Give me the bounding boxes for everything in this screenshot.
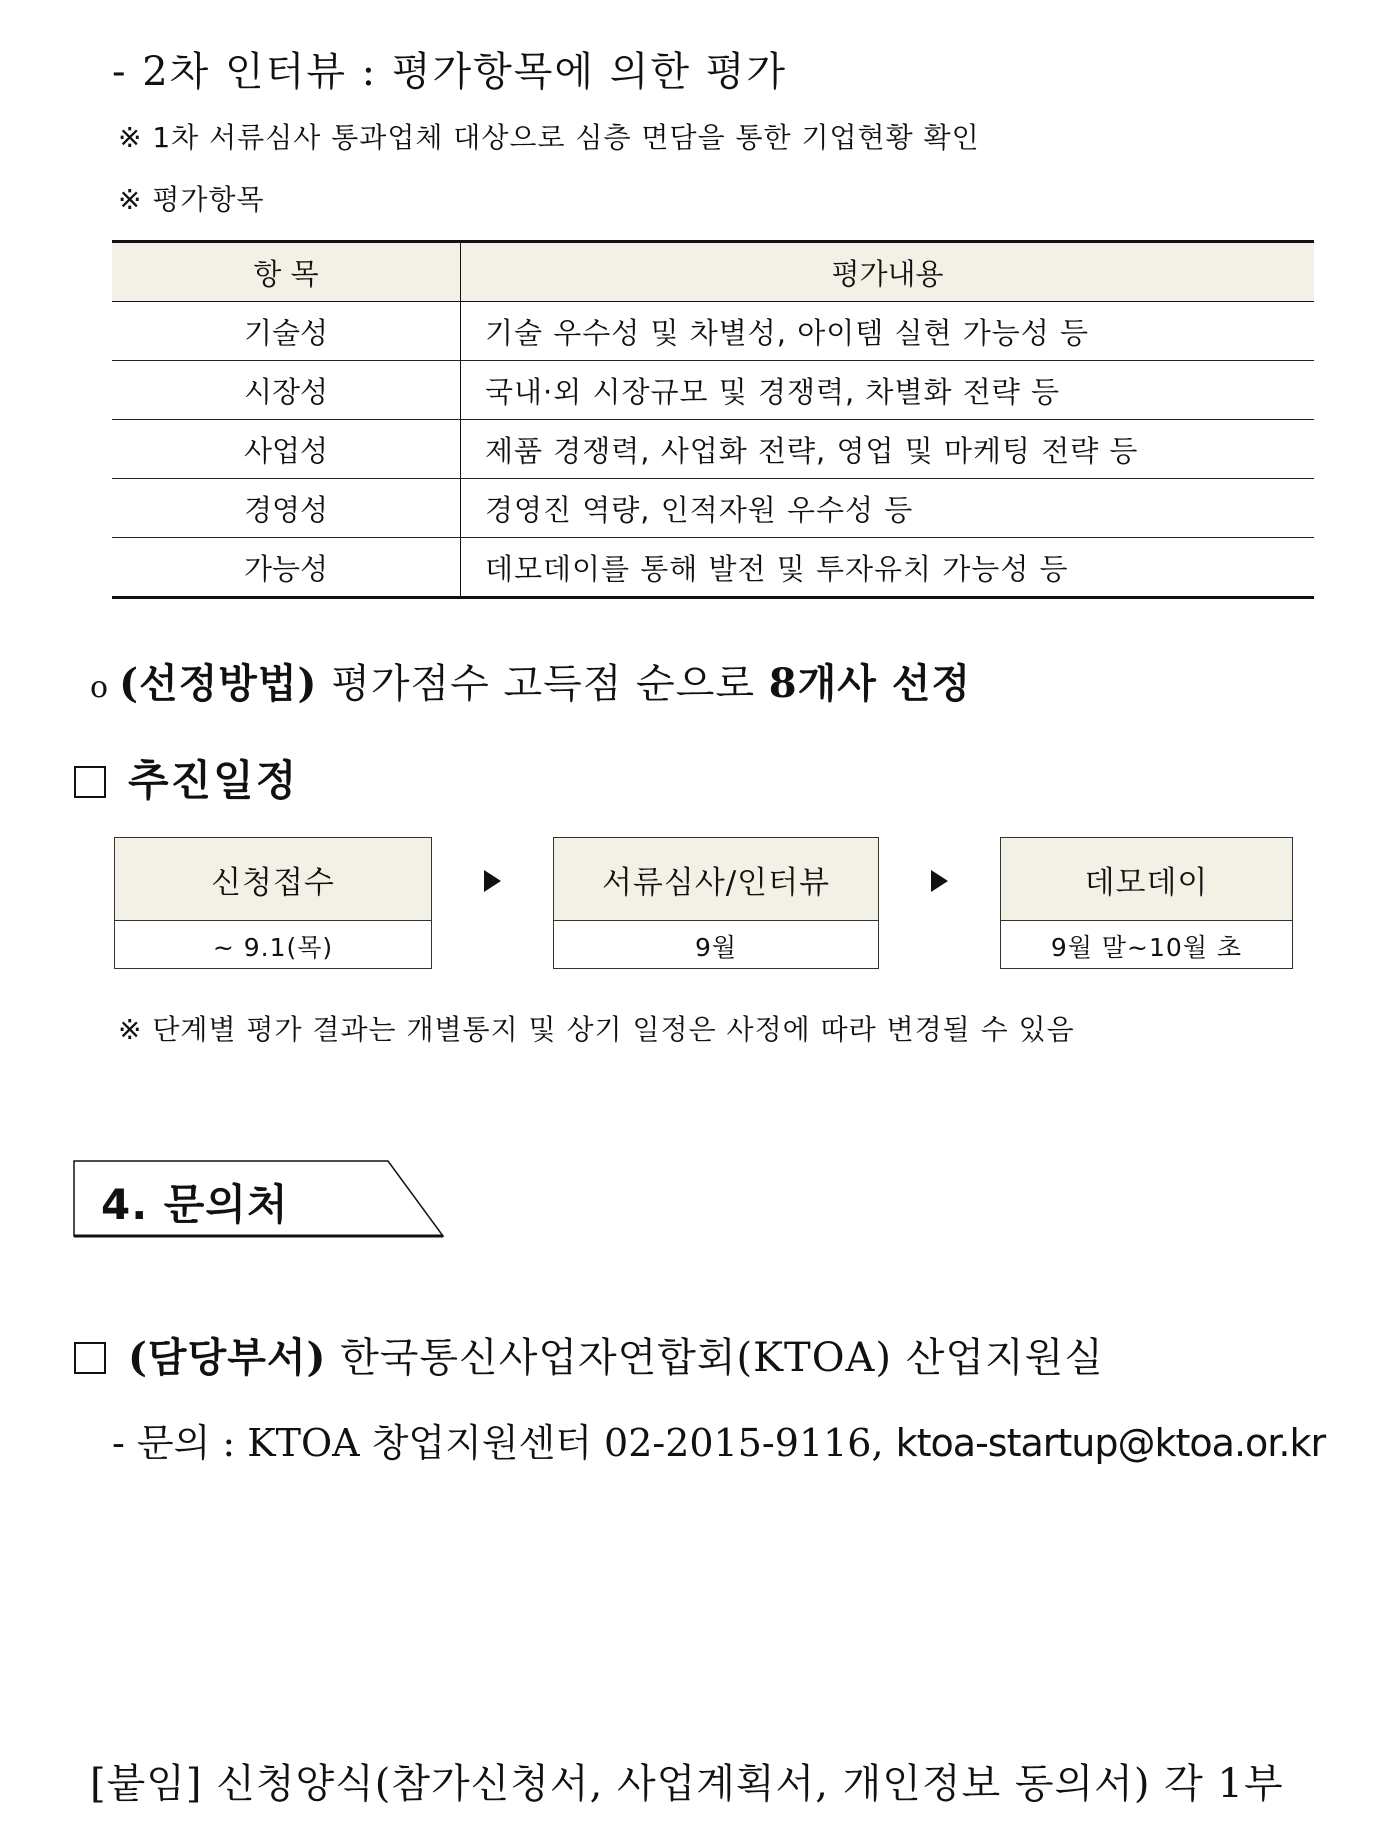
schedule-step-review <box>553 837 879 969</box>
contact-email: ktoa-startup@ktoa.or.kr <box>895 1421 1326 1465</box>
row-item: 가능성 <box>112 538 461 598</box>
eval-items-note: ※ 평가항목 <box>118 183 265 216</box>
step-date: 9월 <box>694 932 738 962</box>
step-name: 서류심사/인터뷰 <box>554 838 878 921</box>
table-row <box>112 538 1314 598</box>
triangle-right-icon <box>484 870 501 892</box>
header-item: 항 목 <box>112 242 461 302</box>
row-content: 데모데이를 통해 발전 및 투자유치 가능성 등 <box>485 551 1069 586</box>
step-name: 데모데이 <box>1001 838 1292 921</box>
schedule-note: ※ 단계별 평가 결과는 개별통지 및 상기 일정은 사정에 따라 변경될 수 있음 <box>118 1013 1075 1046</box>
bullet-circle: o <box>90 670 110 705</box>
selection-text: 평가점수 고득점 순으로 <box>317 661 769 707</box>
interview-line: - 2차 인터뷰 : 평가항목에 의한 평가 <box>112 49 788 95</box>
checkbox-icon <box>74 1342 106 1374</box>
evaluation-table <box>112 240 1314 599</box>
table-header-row <box>112 242 1314 302</box>
row-item: 경영성 <box>112 479 461 538</box>
selection-label: (선정방법) <box>119 660 318 707</box>
step-name: 신청접수 <box>115 838 431 921</box>
contact-section-tab <box>73 1160 445 1238</box>
schedule-step-application <box>114 837 432 969</box>
contact-section-title: 4. 문의처 <box>101 1180 289 1229</box>
row-content: 경영진 역량, 인적자원 우수성 등 <box>461 479 1315 538</box>
checkbox-icon <box>74 766 106 798</box>
inquiry-text: - 문의 : KTOA 창업지원센터 02-2015-9116, <box>112 1421 896 1465</box>
schedule-title: 추진일정 <box>128 756 299 805</box>
row-content: 기술 우수성 및 차별성, 아이템 실현 가능성 등 <box>461 302 1315 361</box>
row-content: 국내·외 시장규모 및 경쟁력, 차별화 전략 등 <box>461 361 1315 420</box>
row-item: 기술성 <box>112 302 461 361</box>
inquiry-line <box>112 1412 1325 1467</box>
schedule-step-demoday <box>1000 837 1293 969</box>
selection-count: 8개사 선정 <box>768 660 972 707</box>
department-text: 한국통신사업자연합회(KTOA) 산업지원실 <box>326 1335 1104 1381</box>
department-line <box>74 1326 1104 1383</box>
selection-method <box>90 652 971 709</box>
header-content: 평가내용 <box>461 242 1315 302</box>
row-item: 사업성 <box>112 420 461 479</box>
step-date: 9월 말~10월 초 <box>1050 932 1243 962</box>
triangle-right-icon <box>931 870 948 892</box>
interview-note: ※ 1차 서류심사 통과업체 대상으로 심층 면담을 통한 기업현황 확인 <box>118 121 980 154</box>
table-row <box>112 302 1314 361</box>
table-row <box>112 479 1314 538</box>
department-label: (담당부서) <box>128 1334 327 1381</box>
schedule-heading <box>74 748 298 808</box>
step-date: ~ 9.1(목) <box>212 932 334 962</box>
table-row <box>112 420 1314 479</box>
row-item: 시장성 <box>112 361 461 420</box>
attachment-line: [붙임] 신청양식(참가신청서, 사업계획서, 개인정보 동의서) 각 1부 <box>90 1761 1284 1807</box>
row-content: 제품 경쟁력, 사업화 전략, 영업 및 마케팅 전략 등 <box>461 420 1315 479</box>
table-row <box>112 361 1314 420</box>
